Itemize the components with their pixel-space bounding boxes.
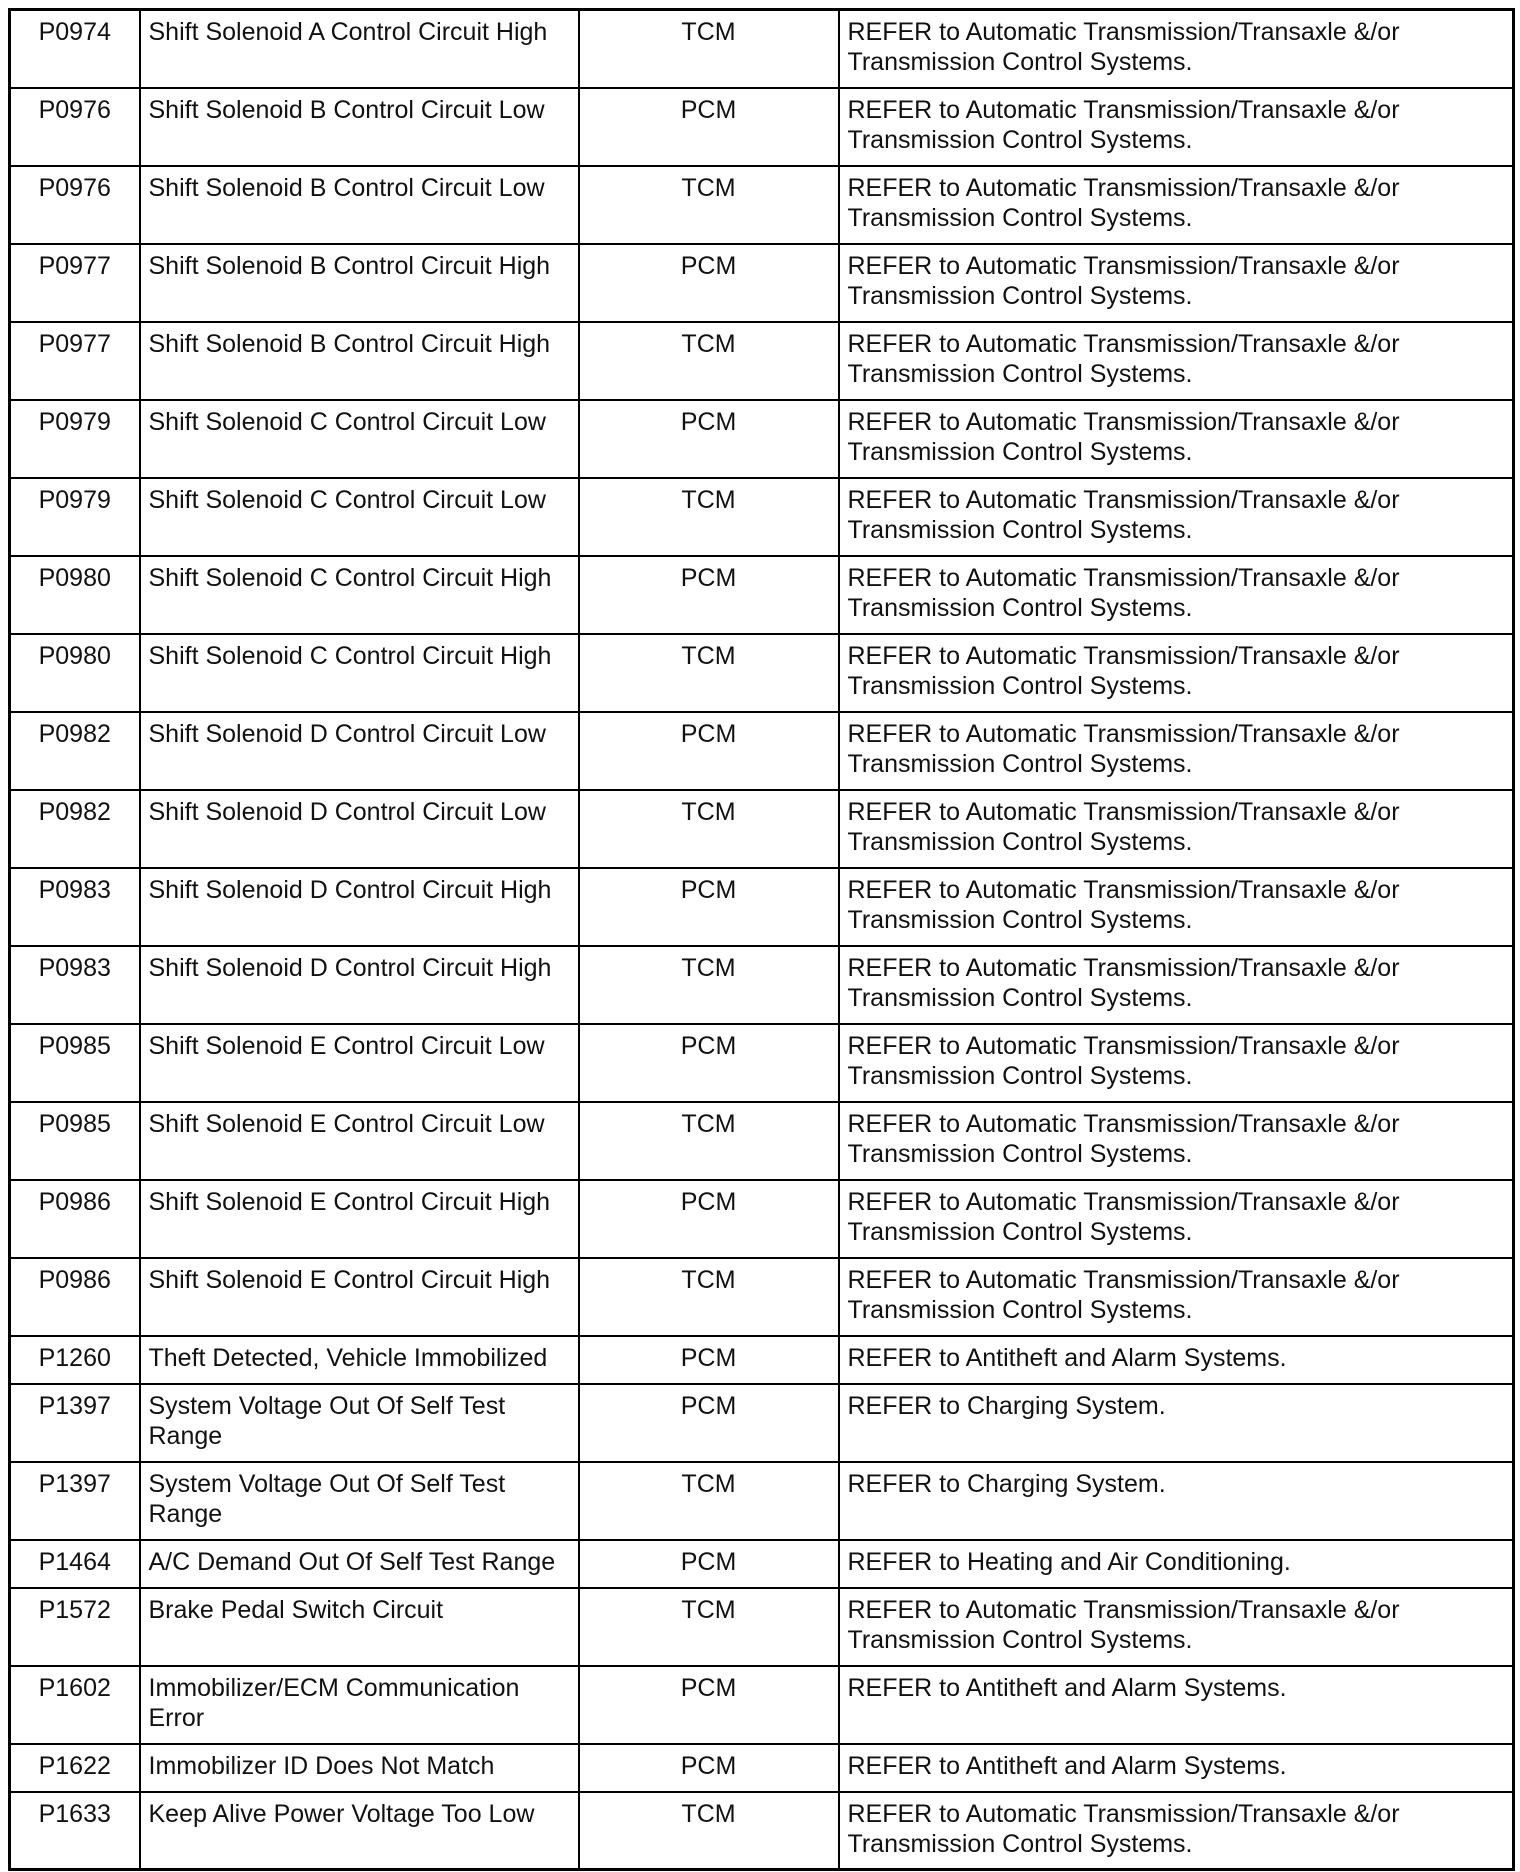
table-row: [10, 1180, 1514, 1258]
description-cell: Brake Pedal Switch Circuit: [140, 1588, 579, 1666]
module-cell: PCM: [579, 1024, 839, 1102]
description-cell: Shift Solenoid B Control Circuit Low: [140, 166, 579, 244]
dtc-code-cell: P0977: [10, 322, 140, 400]
description-cell: Shift Solenoid E Control Circuit Low: [140, 1102, 579, 1180]
description-cell: Shift Solenoid C Control Circuit Low: [140, 478, 579, 556]
dtc-code-cell: P0985: [10, 1024, 140, 1102]
description-cell: Shift Solenoid C Control Circuit High: [140, 634, 579, 712]
action-cell: REFER to Automatic Transmission/Transaxle &/or Transmission Control Systems.: [839, 1024, 1514, 1102]
module-cell: PCM: [579, 400, 839, 478]
table-row: [10, 946, 1514, 1024]
action-cell: REFER to Antitheft and Alarm Systems.: [839, 1336, 1514, 1384]
table-row: [10, 1336, 1514, 1384]
module-cell: TCM: [579, 478, 839, 556]
table-row: [10, 1744, 1514, 1792]
module-cell: TCM: [579, 322, 839, 400]
description-cell: Shift Solenoid D Control Circuit High: [140, 868, 579, 946]
table-row: [10, 790, 1514, 868]
description-cell: System Voltage Out Of Self Test Range: [140, 1384, 579, 1462]
action-cell: REFER to Charging System.: [839, 1384, 1514, 1462]
dtc-code-cell: P0982: [10, 790, 140, 868]
module-cell: TCM: [579, 10, 839, 88]
module-cell: PCM: [579, 1540, 839, 1588]
table-row: [10, 1258, 1514, 1336]
dtc-code-cell: P1633: [10, 1792, 140, 1870]
description-cell: Theft Detected, Vehicle Immobilized: [140, 1336, 579, 1384]
table-row: [10, 556, 1514, 634]
dtc-code-cell: P0986: [10, 1180, 140, 1258]
dtc-code-cell: P0986: [10, 1258, 140, 1336]
action-cell: REFER to Automatic Transmission/Transaxle &/or Transmission Control Systems.: [839, 400, 1514, 478]
module-cell: PCM: [579, 556, 839, 634]
table-row: [10, 10, 1514, 88]
description-cell: Shift Solenoid B Control Circuit High: [140, 322, 579, 400]
action-cell: REFER to Automatic Transmission/Transaxle &/or Transmission Control Systems.: [839, 634, 1514, 712]
description-cell: Shift Solenoid E Control Circuit High: [140, 1258, 579, 1336]
action-cell: REFER to Automatic Transmission/Transaxle &/or Transmission Control Systems.: [839, 1792, 1514, 1870]
module-cell: TCM: [579, 1102, 839, 1180]
module-cell: PCM: [579, 1744, 839, 1792]
module-cell: TCM: [579, 790, 839, 868]
table-row: [10, 1102, 1514, 1180]
description-cell: Immobilizer/ECM Communication Error: [140, 1666, 579, 1744]
module-cell: PCM: [579, 1384, 839, 1462]
dtc-code-cell: P0980: [10, 556, 140, 634]
module-cell: PCM: [579, 1336, 839, 1384]
table-row: [10, 244, 1514, 322]
action-cell: REFER to Automatic Transmission/Transaxle &/or Transmission Control Systems.: [839, 10, 1514, 88]
action-cell: REFER to Automatic Transmission/Transaxle &/or Transmission Control Systems.: [839, 1180, 1514, 1258]
dtc-code-cell: P1260: [10, 1336, 140, 1384]
module-cell: TCM: [579, 946, 839, 1024]
dtc-code-cell: P0983: [10, 868, 140, 946]
module-cell: TCM: [579, 1588, 839, 1666]
description-cell: Shift Solenoid B Control Circuit High: [140, 244, 579, 322]
action-cell: REFER to Heating and Air Conditioning.: [839, 1540, 1514, 1588]
table-row: [10, 400, 1514, 478]
table-row: [10, 478, 1514, 556]
table-row: [10, 634, 1514, 712]
action-cell: REFER to Automatic Transmission/Transaxle &/or Transmission Control Systems.: [839, 556, 1514, 634]
table-row: [10, 1588, 1514, 1666]
dtc-code-cell: P0980: [10, 634, 140, 712]
action-cell: REFER to Antitheft and Alarm Systems.: [839, 1744, 1514, 1792]
module-cell: TCM: [579, 1258, 839, 1336]
dtc-code-cell: P1397: [10, 1462, 140, 1540]
dtc-code-cell: P0979: [10, 478, 140, 556]
description-cell: Shift Solenoid D Control Circuit Low: [140, 712, 579, 790]
table-row: [10, 322, 1514, 400]
dtc-table-body: [10, 10, 1514, 1870]
table-row: [10, 868, 1514, 946]
table-row: [10, 712, 1514, 790]
table-row: [10, 1540, 1514, 1588]
module-cell: PCM: [579, 868, 839, 946]
description-cell: Shift Solenoid A Control Circuit High: [140, 10, 579, 88]
action-cell: REFER to Automatic Transmission/Transaxle &/or Transmission Control Systems.: [839, 1588, 1514, 1666]
module-cell: PCM: [579, 712, 839, 790]
action-cell: REFER to Automatic Transmission/Transaxle &/or Transmission Control Systems.: [839, 868, 1514, 946]
module-cell: TCM: [579, 1792, 839, 1870]
description-cell: Shift Solenoid C Control Circuit Low: [140, 400, 579, 478]
action-cell: REFER to Charging System.: [839, 1462, 1514, 1540]
dtc-code-cell: P0982: [10, 712, 140, 790]
dtc-code-cell: P1602: [10, 1666, 140, 1744]
dtc-code-cell: P0979: [10, 400, 140, 478]
table-row: [10, 1024, 1514, 1102]
action-cell: REFER to Automatic Transmission/Transaxle &/or Transmission Control Systems.: [839, 946, 1514, 1024]
dtc-code-cell: P0976: [10, 166, 140, 244]
dtc-code-cell: P1397: [10, 1384, 140, 1462]
action-cell: REFER to Automatic Transmission/Transaxle &/or Transmission Control Systems.: [839, 712, 1514, 790]
action-cell: REFER to Automatic Transmission/Transaxle &/or Transmission Control Systems.: [839, 166, 1514, 244]
module-cell: PCM: [579, 244, 839, 322]
dtc-table: [8, 8, 1515, 1871]
description-cell: Shift Solenoid B Control Circuit Low: [140, 88, 579, 166]
table-row: [10, 1792, 1514, 1870]
module-cell: PCM: [579, 1666, 839, 1744]
table-row: [10, 1666, 1514, 1744]
action-cell: REFER to Automatic Transmission/Transaxle &/or Transmission Control Systems.: [839, 1258, 1514, 1336]
module-cell: TCM: [579, 634, 839, 712]
action-cell: REFER to Automatic Transmission/Transaxle &/or Transmission Control Systems.: [839, 88, 1514, 166]
description-cell: System Voltage Out Of Self Test Range: [140, 1462, 579, 1540]
action-cell: REFER to Antitheft and Alarm Systems.: [839, 1666, 1514, 1744]
dtc-code-cell: P1572: [10, 1588, 140, 1666]
description-cell: Shift Solenoid C Control Circuit High: [140, 556, 579, 634]
module-cell: PCM: [579, 1180, 839, 1258]
table-row: [10, 1462, 1514, 1540]
description-cell: Shift Solenoid D Control Circuit High: [140, 946, 579, 1024]
description-cell: Keep Alive Power Voltage Too Low: [140, 1792, 579, 1870]
dtc-code-cell: P0977: [10, 244, 140, 322]
table-row: [10, 1384, 1514, 1462]
dtc-code-cell: P0974: [10, 10, 140, 88]
action-cell: REFER to Automatic Transmission/Transaxle &/or Transmission Control Systems.: [839, 478, 1514, 556]
description-cell: Shift Solenoid D Control Circuit Low: [140, 790, 579, 868]
description-cell: Shift Solenoid E Control Circuit Low: [140, 1024, 579, 1102]
table-row: [10, 166, 1514, 244]
dtc-code-cell: P1464: [10, 1540, 140, 1588]
description-cell: Shift Solenoid E Control Circuit High: [140, 1180, 579, 1258]
action-cell: REFER to Automatic Transmission/Transaxle &/or Transmission Control Systems.: [839, 790, 1514, 868]
description-cell: Immobilizer ID Does Not Match: [140, 1744, 579, 1792]
table-row: [10, 88, 1514, 166]
action-cell: REFER to Automatic Transmission/Transaxle &/or Transmission Control Systems.: [839, 1102, 1514, 1180]
dtc-code-cell: P0985: [10, 1102, 140, 1180]
module-cell: TCM: [579, 1462, 839, 1540]
dtc-code-cell: P1622: [10, 1744, 140, 1792]
action-cell: REFER to Automatic Transmission/Transaxle &/or Transmission Control Systems.: [839, 244, 1514, 322]
action-cell: REFER to Automatic Transmission/Transaxle &/or Transmission Control Systems.: [839, 322, 1514, 400]
dtc-code-cell: P0976: [10, 88, 140, 166]
description-cell: A/C Demand Out Of Self Test Range: [140, 1540, 579, 1588]
module-cell: TCM: [579, 166, 839, 244]
module-cell: PCM: [579, 88, 839, 166]
dtc-code-cell: P0983: [10, 946, 140, 1024]
